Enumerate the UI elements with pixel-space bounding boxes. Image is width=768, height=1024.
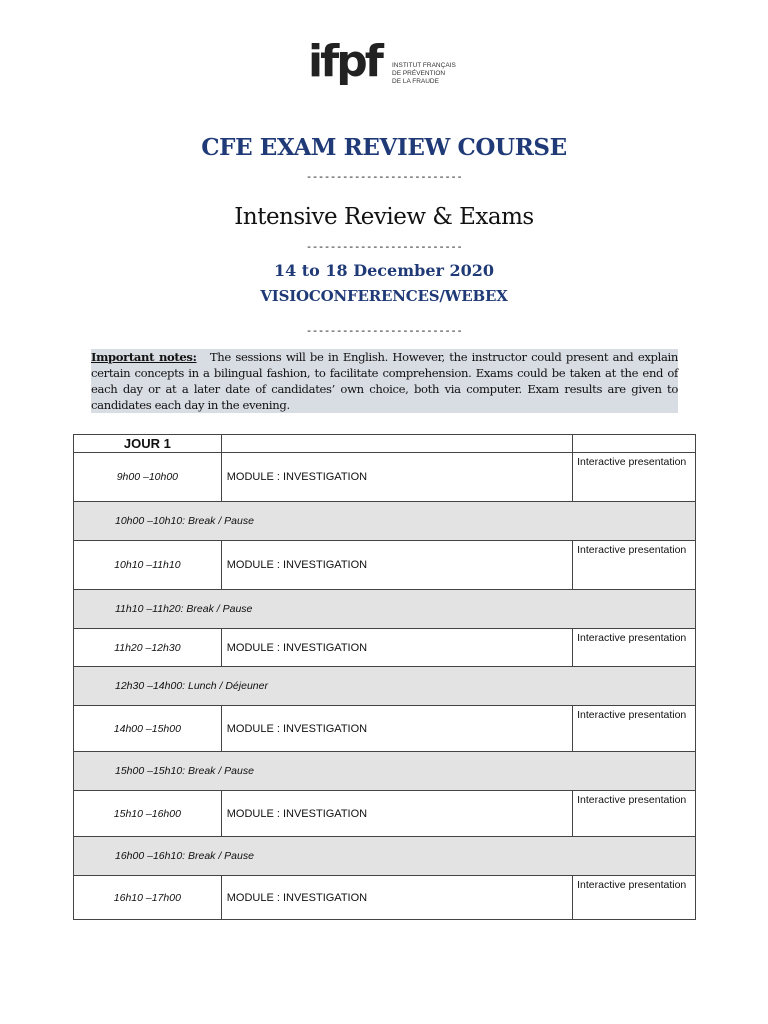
schedule-break-row [74, 752, 696, 791]
session-module: MODULE : INVESTIGATION [221, 791, 572, 837]
schedule-header-row [74, 435, 696, 453]
schedule-table [73, 434, 696, 920]
session-format: Interactive presentation [573, 791, 696, 837]
session-module: MODULE : INVESTIGATION [221, 876, 572, 920]
main-title: Intensive Review & Exams [234, 204, 534, 230]
break-time: 15h00 –15h10: Break / Pause [74, 752, 696, 791]
schedule-session-row [74, 791, 696, 837]
schedule-break-row [74, 502, 696, 541]
important-notes-text: The sessions will be in English. However, the instructor could present and explain certain concepts in a bilingual fashion, to facilitate comprehension. Exams could be taken at the end of each day or at a later date of candidates’ own choice, both via computer. Exam results are given to candidates each day in the evening. [91, 350, 678, 412]
session-time: 11h20 –12h30 [74, 629, 222, 667]
session-time: 9h00 –10h00 [74, 453, 222, 502]
session-module: MODULE : INVESTIGATION [221, 706, 572, 752]
separator-line: -------------------------- [305, 240, 463, 253]
session-format: Interactive presentation [573, 541, 696, 590]
session-format: Interactive presentation [573, 706, 696, 752]
separator-line: -------------------------- [305, 170, 463, 183]
session-time: 10h10 –11h10 [74, 541, 222, 590]
schedule-session-row [74, 706, 696, 752]
session-module: MODULE : INVESTIGATION [221, 541, 572, 590]
session-format: Interactive presentation [573, 876, 696, 920]
header-cell-empty [221, 435, 572, 453]
course-venue: VISIOCONFERENCES/WEBEX [260, 287, 508, 305]
header-cell-empty [573, 435, 696, 453]
session-module: MODULE : INVESTIGATION [221, 629, 572, 667]
schedule-session-row [74, 876, 696, 920]
session-format: Interactive presentation [573, 453, 696, 502]
important-notes-box [91, 349, 678, 413]
break-time: 10h00 –10h10: Break / Pause [74, 502, 696, 541]
course-dates: 14 to 18 December 2020 [273, 261, 495, 280]
schedule-session-row [74, 541, 696, 590]
important-notes-paragraph [91, 349, 678, 413]
logo-tagline-line: DE PRÉVENTION [392, 70, 446, 77]
session-module: MODULE : INVESTIGATION [221, 453, 572, 502]
break-time: 16h00 –16h10: Break / Pause [74, 837, 696, 876]
session-time: 16h10 –17h00 [74, 876, 222, 920]
logo-tagline-line: INSTITUT FRANÇAIS [392, 62, 456, 69]
schedule-break-row [74, 837, 696, 876]
session-time: 14h00 –15h00 [74, 706, 222, 752]
schedule-session-row [74, 629, 696, 667]
ifpf-logo [308, 36, 468, 98]
logo-tagline-line: DE LA FRAUDE [392, 78, 439, 85]
break-time: 12h30 –14h00: Lunch / Déjeuner [74, 667, 696, 706]
logo-wordmark: ifpf [308, 36, 381, 87]
day-label: JOUR 1 [74, 435, 222, 453]
schedule-break-row [74, 667, 696, 706]
important-notes-label: Important notes: [91, 350, 197, 364]
schedule-session-row [74, 453, 696, 502]
session-time: 15h10 –16h00 [74, 791, 222, 837]
schedule-break-row [74, 590, 696, 629]
session-format: Interactive presentation [573, 629, 696, 667]
break-time: 11h10 –11h20: Break / Pause [74, 590, 696, 629]
logo-tagline [392, 62, 456, 86]
course-title: CFE EXAM REVIEW COURSE [201, 134, 567, 161]
separator-line: -------------------------- [305, 324, 463, 337]
